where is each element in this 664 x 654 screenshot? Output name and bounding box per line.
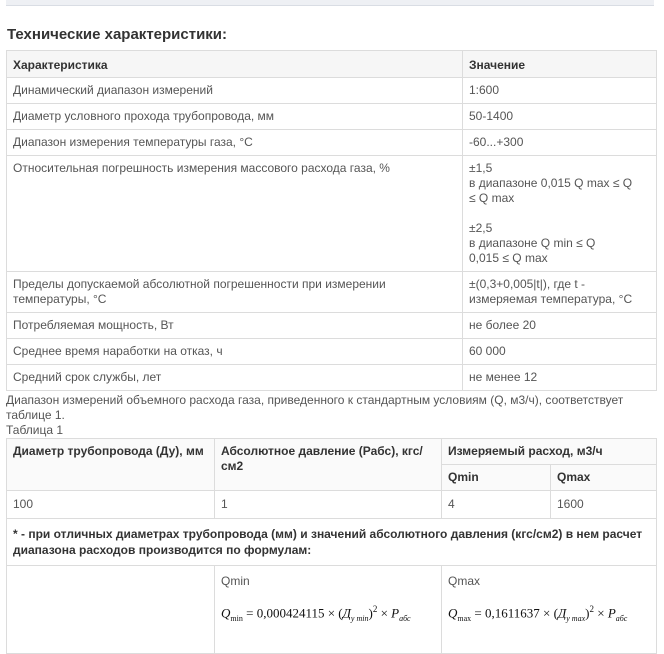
- spec-value: не более 20: [463, 313, 657, 339]
- header-qmin: Qmin: [442, 465, 551, 491]
- formula-empty-cell: [7, 566, 215, 654]
- spec-name: Среднее время наработки на отказ, ч: [7, 339, 463, 365]
- footnote-text: * - при отличных диаметрах трубопровода (мм) и значений абсолютного давления (кгс/см2) в нем расчет диапазона расходов производится по формулам:: [7, 519, 657, 566]
- footnote-row: [7, 519, 657, 566]
- table-row: [7, 339, 657, 365]
- spec-name: Потребляемая мощность, Вт: [7, 313, 463, 339]
- spec-value: -60...+300: [463, 130, 657, 156]
- section-heading: Технические характеристики:: [7, 26, 228, 43]
- spec-value: не менее 12: [463, 365, 657, 391]
- formula-qmax-label: Qmax: [448, 574, 481, 588]
- table-row: [7, 156, 657, 272]
- formula-qmin: $Q_{min} = 0,000424115 \times (Д_{у min})^2 \times P_{абс}$: [221, 604, 411, 623]
- table-row: [7, 491, 657, 519]
- spec-name: Диапазон измерения температуры газа, °С: [7, 130, 463, 156]
- header-characteristic: Характеристика: [7, 51, 463, 78]
- top-bar: [6, 0, 654, 6]
- formula-qmin-cell: [215, 566, 442, 654]
- spec-value: 1:600: [463, 78, 657, 104]
- flow-table: [6, 438, 657, 654]
- table-row: [7, 104, 657, 130]
- table-row: [7, 78, 657, 104]
- spec-name: Динамический диапазон измерений: [7, 78, 463, 104]
- table-caption: Таблица 1: [6, 423, 64, 437]
- table-row: [7, 272, 657, 313]
- spec-name: Средний срок службы, лет: [7, 365, 463, 391]
- formula-qmax-cell: [442, 566, 657, 654]
- formula-qmax: $Q_{max} = 0,1611637 \times (Д_{у max})^2 \times P_{абс}$: [448, 604, 628, 623]
- cell-pressure: 1: [215, 491, 442, 519]
- specs-table: [6, 50, 657, 391]
- cell-qmin: 4: [442, 491, 551, 519]
- header-pressure: Абсолютное давление (Рабс), кгс/см2: [215, 439, 442, 491]
- spec-name: Относительная погрешность измерения массового расхода газа, %: [7, 156, 463, 272]
- header-value: Значение: [463, 51, 657, 78]
- formula-qmin-label: Qmin: [221, 574, 250, 588]
- table-row: [7, 130, 657, 156]
- header-diameter: Диаметр трубопровода (Ду), мм: [7, 439, 215, 491]
- flow-header-row: [7, 439, 657, 465]
- table-row: [7, 313, 657, 339]
- spec-value: ±1,5 в диапазоне 0,015 Q max ≤ Q ≤ Q max ±2,5 в диапазоне Q min ≤ Q 0,015 ≤ Q max: [463, 156, 657, 272]
- formula-row: [7, 566, 657, 654]
- spec-value: 50-1400: [463, 104, 657, 130]
- spec-name: Диаметр условного прохода трубопровода, мм: [7, 104, 463, 130]
- spec-value: ±(0,3+0,005|t|), где t - измеряемая температура, °С: [463, 272, 657, 313]
- spec-name: Пределы допускаемой абсолютной погрешенности при измерении температуры, °С: [7, 272, 463, 313]
- note-text: Диапазон измерений объемного расхода газа, приведенного к стандартным условиям (Q, м3/ч), соответствует таблице 1.: [6, 393, 624, 422]
- spec-value: 60 000: [463, 339, 657, 365]
- header-qmax: Qmax: [551, 465, 657, 491]
- cell-qmax: 1600: [551, 491, 657, 519]
- header-flow: Измеряемый расход, м3/ч: [442, 439, 657, 465]
- cell-diameter: 100: [7, 491, 215, 519]
- table-row: [7, 365, 657, 391]
- specs-header-row: [7, 51, 657, 78]
